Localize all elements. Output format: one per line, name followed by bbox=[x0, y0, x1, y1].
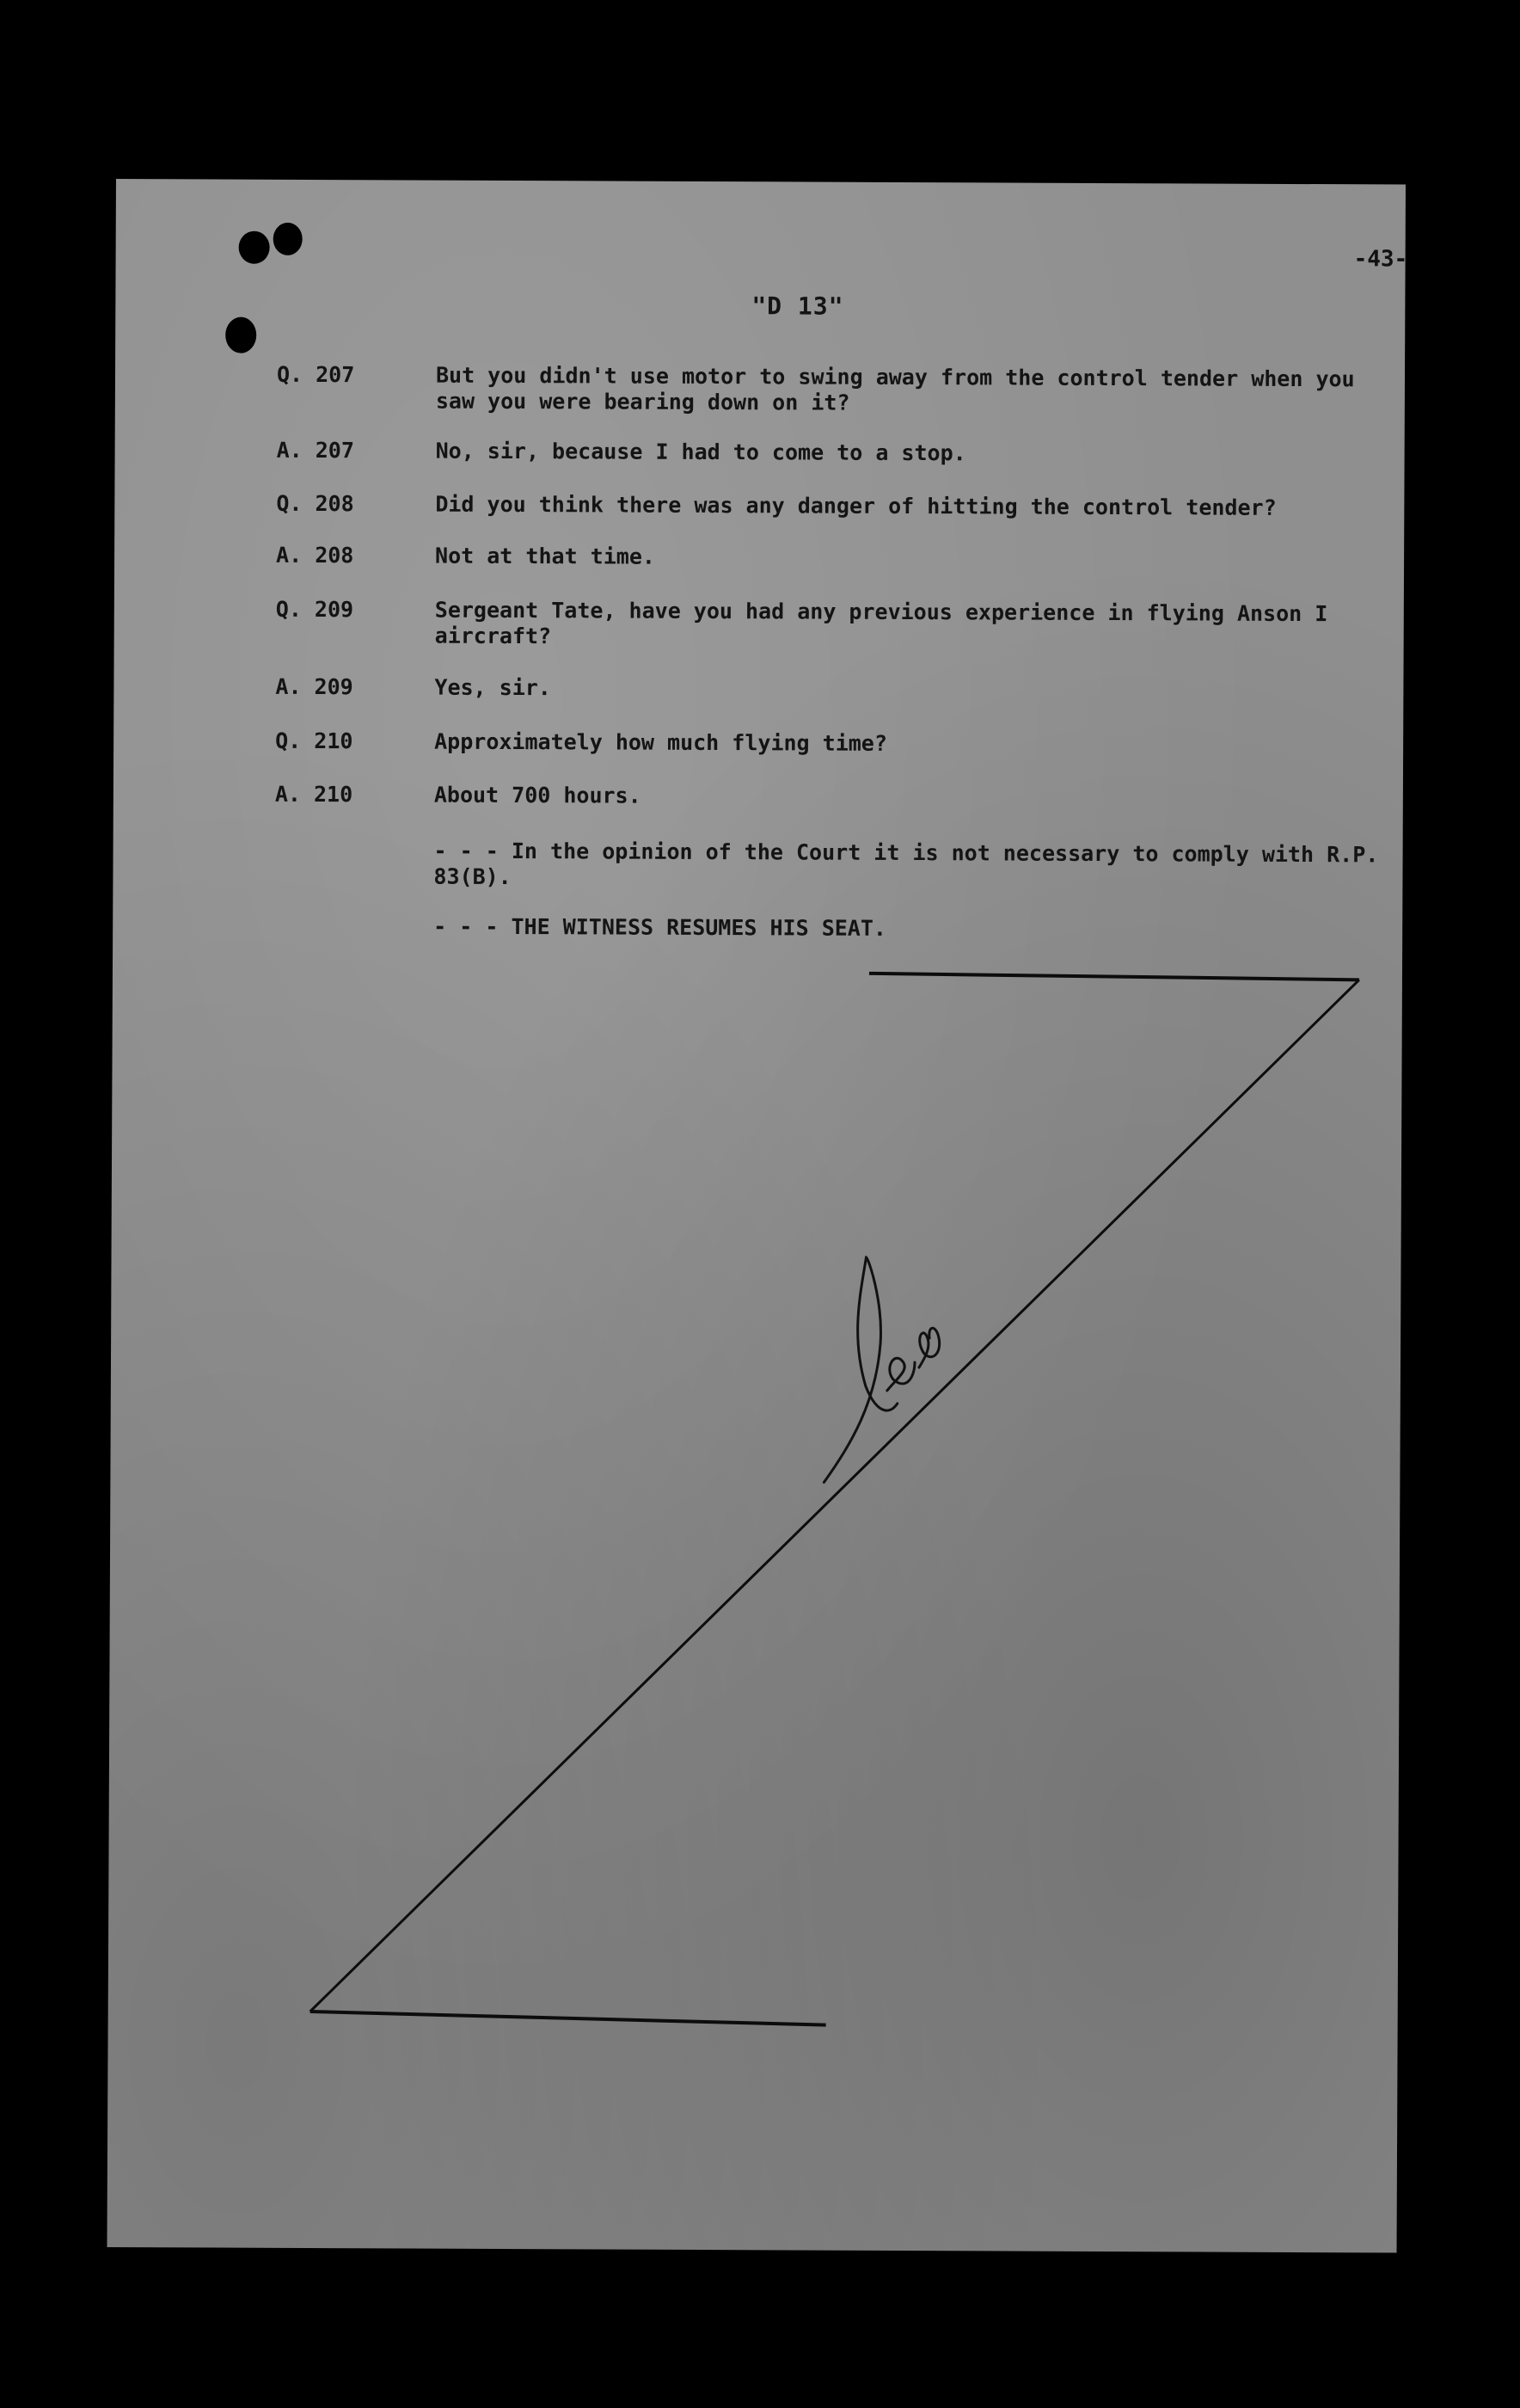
qa-text: Sergeant Tate, have you had any previous experience in flying Anson I aircraft? bbox=[434, 597, 1328, 649]
qa-text: But you didn't use motor to swing away from the control tender when you saw you were bearing down on it? bbox=[435, 362, 1355, 415]
qa-text: No, sir, because I had to come to a stop. bbox=[435, 438, 966, 466]
qa-text: Approximately how much flying time? bbox=[434, 728, 888, 756]
page-number: -43- bbox=[1353, 246, 1408, 273]
qa-text: Not at that time. bbox=[435, 543, 656, 569]
qa-label: A. 207 bbox=[276, 437, 355, 464]
court-note: - - - In the opinion of the Court it is not necessary to comply with R.P. 83(B). bbox=[433, 838, 1379, 890]
document-header: "D 13" bbox=[751, 292, 844, 321]
z-top-line bbox=[869, 974, 1359, 980]
qa-label: Q. 210 bbox=[275, 728, 353, 754]
qa-label: A. 209 bbox=[275, 673, 353, 700]
qa-text: Did you think there was any danger of hitting the control tender? bbox=[435, 491, 1277, 520]
qa-label: Q. 209 bbox=[275, 596, 354, 623]
court-note: - - - THE WITNESS RESUMES HIS SEAT. bbox=[433, 913, 887, 941]
qa-label: A. 208 bbox=[276, 542, 354, 568]
qa-text: About 700 hours. bbox=[433, 782, 641, 808]
qa-text: Yes, sir. bbox=[434, 674, 551, 701]
document-page bbox=[107, 179, 1406, 2253]
qa-label: Q. 208 bbox=[276, 490, 354, 517]
qa-label: Q. 207 bbox=[276, 361, 355, 388]
z-diagonal-line bbox=[310, 975, 1359, 2016]
qa-label: A. 210 bbox=[274, 781, 353, 808]
z-strike-mark bbox=[107, 179, 1406, 2253]
z-bottom-line bbox=[310, 2012, 826, 2025]
